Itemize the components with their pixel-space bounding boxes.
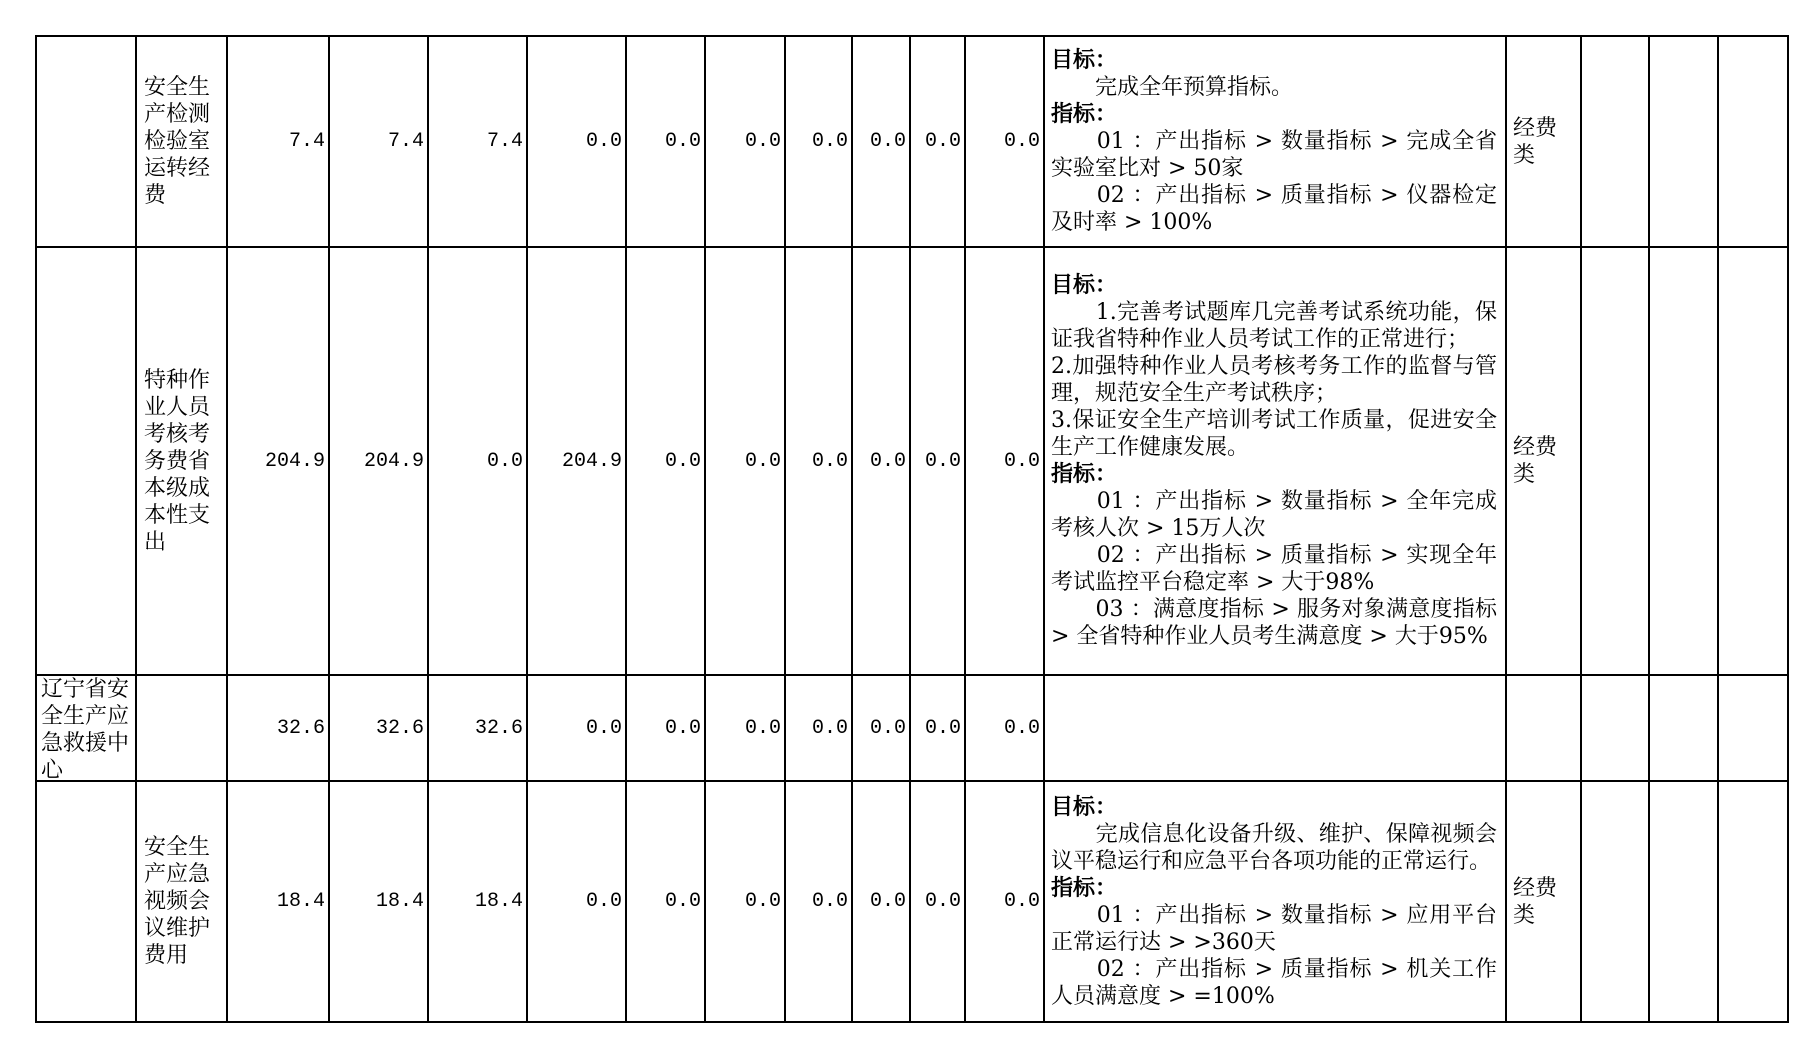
amount-cell-box — [786, 248, 851, 674]
unit-name-cell — [36, 36, 136, 247]
amount-cell-box — [627, 676, 704, 780]
amount-cell-text: 7.4 — [387, 130, 424, 153]
amount-cell-box — [627, 37, 704, 246]
amount-cell — [626, 36, 705, 247]
performance-target-cell-text — [1051, 272, 1497, 650]
amount-cell — [527, 781, 626, 1022]
indicator-line: 02 ：产出指标 > 质量指标 > 实现全年考试监控平台稳定率 > 大于98% — [1051, 543, 1497, 595]
performance-target-cell-text — [1051, 47, 1497, 236]
amount-cell-text: 0.0 — [811, 449, 848, 473]
amount-cell — [428, 781, 527, 1022]
amount-cell — [965, 247, 1044, 675]
amount-cell — [329, 675, 428, 781]
amount-cell-text: 0.0 — [744, 716, 781, 740]
unit-name-cell-box — [37, 37, 135, 246]
project-name-cell-box — [137, 782, 226, 1021]
amount-cell-box — [911, 248, 964, 674]
project-name-cell — [136, 781, 227, 1022]
project-name-cell-box — [137, 248, 226, 674]
amount-cell-box — [911, 676, 964, 780]
amount-cell — [785, 781, 852, 1022]
amount-cell-text: 0.0 — [664, 130, 701, 153]
amount-cell — [852, 247, 910, 675]
amount-cell-text: 18.4 — [375, 890, 424, 913]
indicator-line: 01 ：产出指标 > 数量指标 > 完成全省实验室比对 > 50家 — [1051, 129, 1497, 181]
unit-name-cell-box — [37, 782, 135, 1021]
amount-cell-box — [228, 37, 328, 246]
amount-cell — [965, 781, 1044, 1022]
blank-cell — [1581, 247, 1649, 675]
amount-cell-box — [429, 782, 526, 1021]
unit-name-cell — [36, 247, 136, 675]
fund-category-cell-text: 经费类 — [1513, 435, 1558, 487]
budget-table-body — [36, 36, 1788, 1022]
amount-cell-box — [706, 37, 784, 246]
amount-cell — [705, 247, 785, 675]
amount-cell-text: 0.0 — [585, 130, 622, 153]
amount-cell — [910, 247, 965, 675]
amount-cell-box — [330, 676, 427, 780]
goal-label: 目标： — [1051, 272, 1118, 298]
table-row — [36, 247, 1788, 675]
amount-cell — [785, 36, 852, 247]
indicator-line: 01 ：产出指标 > 数量指标 > 全年完成考核人次 > 15万人次 — [1051, 489, 1497, 541]
amount-cell-text: 7.4 — [288, 130, 325, 153]
amount-cell-text: 0.0 — [664, 890, 701, 913]
amount-cell — [965, 675, 1044, 781]
amount-cell-box — [966, 37, 1043, 246]
indicator-line: 02 ：产出指标 > 质量指标 > 仪器检定及时率 > 100% — [1051, 183, 1497, 235]
fund-category-cell-box — [1507, 37, 1580, 246]
blank-cell-box — [1719, 248, 1787, 674]
amount-cell-box — [627, 248, 704, 674]
blank-cell-box — [1719, 782, 1787, 1021]
amount-cell — [705, 781, 785, 1022]
amount-cell — [705, 675, 785, 781]
blank-cell — [1718, 247, 1788, 675]
amount-cell-box — [966, 676, 1043, 780]
amount-cell-box — [330, 248, 427, 674]
project-name-cell — [136, 675, 227, 781]
amount-cell-box — [706, 248, 784, 674]
amount-cell-text: 0.0 — [585, 890, 622, 913]
blank-cell-box — [1719, 676, 1787, 780]
amount-cell-text: 0.0 — [869, 449, 906, 473]
amount-cell-text: 0.0 — [664, 716, 701, 740]
amount-cell-text: 0.0 — [811, 130, 848, 153]
indicator-line: 03 ：满意度指标 > 服务对象满意度指标 > 全省特种作业人员考生满意度 > 大于95% — [1051, 597, 1497, 649]
amount-cell-box — [528, 782, 625, 1021]
amount-cell — [626, 675, 705, 781]
project-name-cell-text: 安全生产检测检验室运转经费 — [144, 75, 211, 208]
amount-cell-box — [330, 37, 427, 246]
project-name-cell — [136, 247, 227, 675]
fund-category-cell-box — [1507, 248, 1580, 674]
amount-cell — [910, 675, 965, 781]
amount-cell-text: 204.9 — [363, 449, 424, 473]
amount-cell-text: 0.0 — [1003, 890, 1040, 913]
amount-cell — [626, 247, 705, 675]
performance-target-cell-box — [1045, 37, 1505, 246]
blank-cell — [1581, 781, 1649, 1022]
amount-cell — [965, 36, 1044, 247]
table-row — [36, 36, 1788, 247]
goal-line: 完成信息化设备升级、维护、保障视频会议平稳运行和应急平台各项功能的正常运行。 — [1051, 821, 1497, 874]
amount-cell-text: 0.0 — [1003, 130, 1040, 153]
goal-line: 3.保证安全生产培训考试工作质量，促进安全生产工作健康发展。 — [1051, 408, 1497, 460]
amount-cell-box — [853, 37, 909, 246]
amount-cell-box — [228, 782, 328, 1021]
amount-cell-text: 0.0 — [664, 449, 701, 473]
fund-category-cell — [1506, 675, 1581, 781]
amount-cell-text: 204.9 — [561, 449, 622, 473]
amount-cell-box — [911, 37, 964, 246]
table-row — [36, 675, 1788, 781]
amount-cell — [852, 675, 910, 781]
unit-name-cell-text: 辽宁省安全生产应急救援中心 — [41, 677, 130, 780]
amount-cell-box — [786, 676, 851, 780]
amount-cell-text: 18.4 — [276, 890, 325, 913]
amount-cell — [785, 675, 852, 781]
amount-cell-box — [853, 782, 909, 1021]
amount-cell-text: 0.0 — [1003, 449, 1040, 473]
blank-cell — [1718, 781, 1788, 1022]
fund-category-cell — [1506, 781, 1581, 1022]
amount-cell — [527, 247, 626, 675]
indicator-label: 指标： — [1051, 874, 1118, 901]
amount-cell — [527, 36, 626, 247]
amount-cell-box — [966, 248, 1043, 674]
amount-cell-box — [228, 676, 328, 780]
amount-cell-text: 0.0 — [486, 449, 523, 473]
amount-cell-text: 0.0 — [924, 449, 961, 473]
amount-cell — [527, 675, 626, 781]
amount-cell — [428, 247, 527, 675]
amount-cell-text: 32.6 — [276, 716, 325, 740]
unit-name-cell-box — [37, 676, 135, 780]
amount-cell-box — [966, 782, 1043, 1021]
amount-cell — [227, 781, 329, 1022]
blank-cell-box — [1650, 782, 1717, 1021]
amount-cell-text: 0.0 — [744, 449, 781, 473]
fund-category-cell-text: 经费类 — [1513, 115, 1558, 168]
amount-cell-text: 0.0 — [811, 890, 848, 913]
table-row — [36, 781, 1788, 1022]
amount-cell-text: 0.0 — [924, 130, 961, 153]
blank-cell-box — [1582, 248, 1648, 674]
amount-cell — [227, 36, 329, 247]
performance-target-cell-text — [1051, 794, 1497, 1010]
unit-name-cell — [36, 675, 136, 781]
blank-cell-box — [1650, 37, 1717, 246]
performance-target-cell — [1044, 36, 1506, 247]
project-name-cell — [136, 36, 227, 247]
amount-cell-text: 0.0 — [924, 890, 961, 913]
goal-label: 目标： — [1051, 793, 1118, 820]
amount-cell-box — [853, 676, 909, 780]
unit-name-cell-box — [37, 248, 135, 674]
amount-cell-box — [429, 248, 526, 674]
amount-cell-text: 204.9 — [264, 449, 325, 473]
amount-cell-text: 32.6 — [474, 716, 523, 740]
amount-cell-box — [429, 37, 526, 246]
fund-category-cell — [1506, 36, 1581, 247]
amount-cell-box — [786, 37, 851, 246]
fund-category-cell-box — [1507, 782, 1580, 1021]
project-name-cell-text: 特种作业人员考核考务费省本级成本性支出 — [144, 367, 211, 555]
performance-target-cell-box — [1045, 676, 1505, 780]
amount-cell-text: 0.0 — [1003, 716, 1040, 740]
performance-target-cell-box — [1045, 782, 1505, 1021]
fund-category-cell — [1506, 247, 1581, 675]
amount-cell-box — [429, 676, 526, 780]
amount-cell — [626, 781, 705, 1022]
amount-cell — [227, 675, 329, 781]
blank-cell — [1718, 675, 1788, 781]
amount-cell — [329, 247, 428, 675]
performance-target-cell — [1044, 675, 1506, 781]
indicator-label: 指标： — [1051, 461, 1118, 487]
amount-cell — [852, 781, 910, 1022]
amount-cell-text: 0.0 — [869, 716, 906, 740]
amount-cell-text: 32.6 — [375, 716, 424, 740]
amount-cell-text: 0.0 — [585, 716, 622, 740]
amount-cell — [910, 781, 965, 1022]
amount-cell — [852, 36, 910, 247]
goal-line: 完成全年预算指标。 — [1051, 75, 1294, 100]
fund-category-cell-text: 经费类 — [1513, 875, 1558, 928]
amount-cell — [227, 247, 329, 675]
blank-cell-box — [1719, 37, 1787, 246]
amount-cell-text: 0.0 — [744, 130, 781, 153]
project-name-cell-text: 安全生产应急视频会议维护费用 — [144, 835, 211, 968]
blank-cell — [1649, 36, 1718, 247]
performance-target-cell — [1044, 247, 1506, 675]
amount-cell-box — [853, 248, 909, 674]
budget-table — [35, 35, 1789, 1023]
amount-cell — [910, 36, 965, 247]
blank-cell-box — [1650, 676, 1717, 780]
amount-cell-box — [528, 37, 625, 246]
indicator-line: 01 ：产出指标 > 数量指标 > 应用平台正常运行达 > >360天 — [1051, 902, 1497, 955]
amount-cell — [428, 36, 527, 247]
blank-cell-box — [1582, 782, 1648, 1021]
amount-cell — [329, 781, 428, 1022]
amount-cell-text: 0.0 — [811, 716, 848, 740]
amount-cell — [428, 675, 527, 781]
amount-cell-box — [706, 782, 784, 1021]
amount-cell-box — [786, 782, 851, 1021]
project-name-cell-box — [137, 676, 226, 780]
amount-cell-box — [911, 782, 964, 1021]
goal-line: 2.加强特种作业人员考核考务工作的监督与管理，规范安全生产考试秩序； — [1051, 354, 1497, 406]
blank-cell — [1649, 247, 1718, 675]
amount-cell-text: 0.0 — [869, 130, 906, 153]
amount-cell-box — [528, 248, 625, 674]
amount-cell-box — [330, 782, 427, 1021]
blank-cell — [1581, 675, 1649, 781]
blank-cell — [1581, 36, 1649, 247]
amount-cell-text: 18.4 — [474, 890, 523, 913]
blank-cell — [1718, 36, 1788, 247]
amount-cell-box — [706, 676, 784, 780]
performance-target-cell — [1044, 781, 1506, 1022]
amount-cell — [329, 36, 428, 247]
blank-cell-box — [1650, 248, 1717, 674]
indicator-line: 02 ：产出指标 > 质量指标 > 机关工作人员满意度 > =100% — [1051, 956, 1497, 1009]
blank-cell-box — [1582, 37, 1648, 246]
unit-name-cell — [36, 781, 136, 1022]
performance-target-cell-box — [1045, 248, 1505, 674]
amount-cell — [705, 36, 785, 247]
blank-cell — [1649, 781, 1718, 1022]
goal-line: 1.完善考试题库几完善考试系统功能，保证我省特种作业人员考试工作的正常进行； — [1051, 300, 1497, 352]
project-name-cell-box — [137, 37, 226, 246]
amount-cell-text: 0.0 — [869, 890, 906, 913]
fund-category-cell-box — [1507, 676, 1580, 780]
amount-cell-box — [627, 782, 704, 1021]
amount-cell-box — [228, 248, 328, 674]
amount-cell-text: 0.0 — [744, 890, 781, 913]
blank-cell — [1649, 675, 1718, 781]
amount-cell-text: 7.4 — [486, 130, 523, 153]
amount-cell-box — [528, 676, 625, 780]
amount-cell — [785, 247, 852, 675]
blank-cell-box — [1582, 676, 1648, 780]
indicator-label: 指标： — [1051, 101, 1118, 127]
goal-label: 目标： — [1051, 47, 1118, 73]
amount-cell-text: 0.0 — [924, 716, 961, 740]
